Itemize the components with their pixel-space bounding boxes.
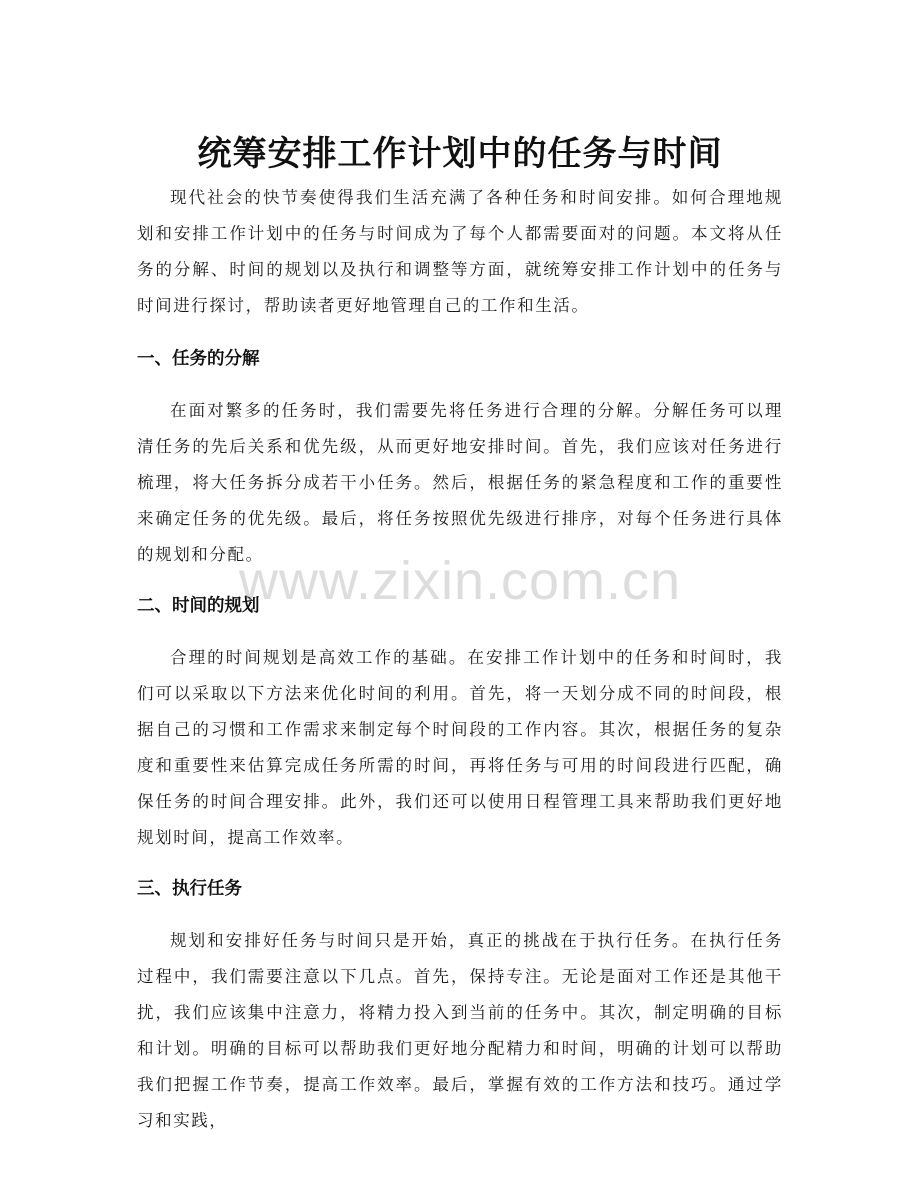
section-paragraph-execute-tasks: 规划和安排好任务与时间只是开始，真正的挑战在于执行任务。在执行任务过程中，我们需要注意以下几点。首先，保持专注。无论是面对工作还是其他干扰，我们应该集中注意力，将精力投入到当前的任务中。其次，制定明确的目标和计划。明确的目标可以帮助我们更好地分配精力和时间，明确的计划可以帮助我们把握工作节奏，提高工作效率。最后，掌握有效的工作方法和技巧。通过学习和实践， (137, 931, 783, 1130)
section-heading-task-breakdown: 一、任务的分解 (137, 349, 260, 369)
intro-paragraph: 现代社会的快节奏使得我们生活充满了各种任务和时间安排。如何合理地规划和安排工作计划中的任务与时间成为了每个人都需要面对的问题。本文将从任务的分解、时间的规划以及执行和调整等方面，就统筹安排工作计划中的任务与时间进行探讨，帮助读者更好地管理自己的工作和生活。 (137, 188, 783, 315)
section-heading-time-planning: 二、时间的规划 (137, 596, 260, 616)
document-body (137, 180, 783, 1139)
section-paragraph-task-breakdown: 在面对繁多的任务时，我们需要先将任务进行合理的分解。分解任务可以理清任务的先后关系和优先级，从而更好地安排时间。首先，我们应该对任务进行梳理，将大任务拆分成若干小任务。然后，根据任务的紧急程度和工作的重要性来确定任务的优先级。最后，将任务按照优先级进行排序，对每个任务进行具体的规划和分配。 (137, 401, 783, 564)
section-paragraph-time-planning: 合理的时间规划是高效工作的基础。在安排工作计划中的任务和时间时，我们可以采取以下方法来优化时间的利用。首先，将一天划分成不同的时间段，根据自己的习惯和工作需求来制定每个时间段的工作内容。其次，根据任务的复杂度和重要性来估算完成任务所需的时间，再将任务与可用的时间段进行匹配，确保任务的时间合理安排。此外，我们还可以使用日程管理工具来帮助我们更好地规划时间，提高工作效率。 (137, 648, 783, 847)
document-title: 统筹安排工作计划中的任务与时间 (197, 133, 723, 174)
watermark: www.zixin.com.cn (238, 551, 682, 611)
section-heading-execute-tasks: 三、执行任务 (137, 879, 242, 899)
